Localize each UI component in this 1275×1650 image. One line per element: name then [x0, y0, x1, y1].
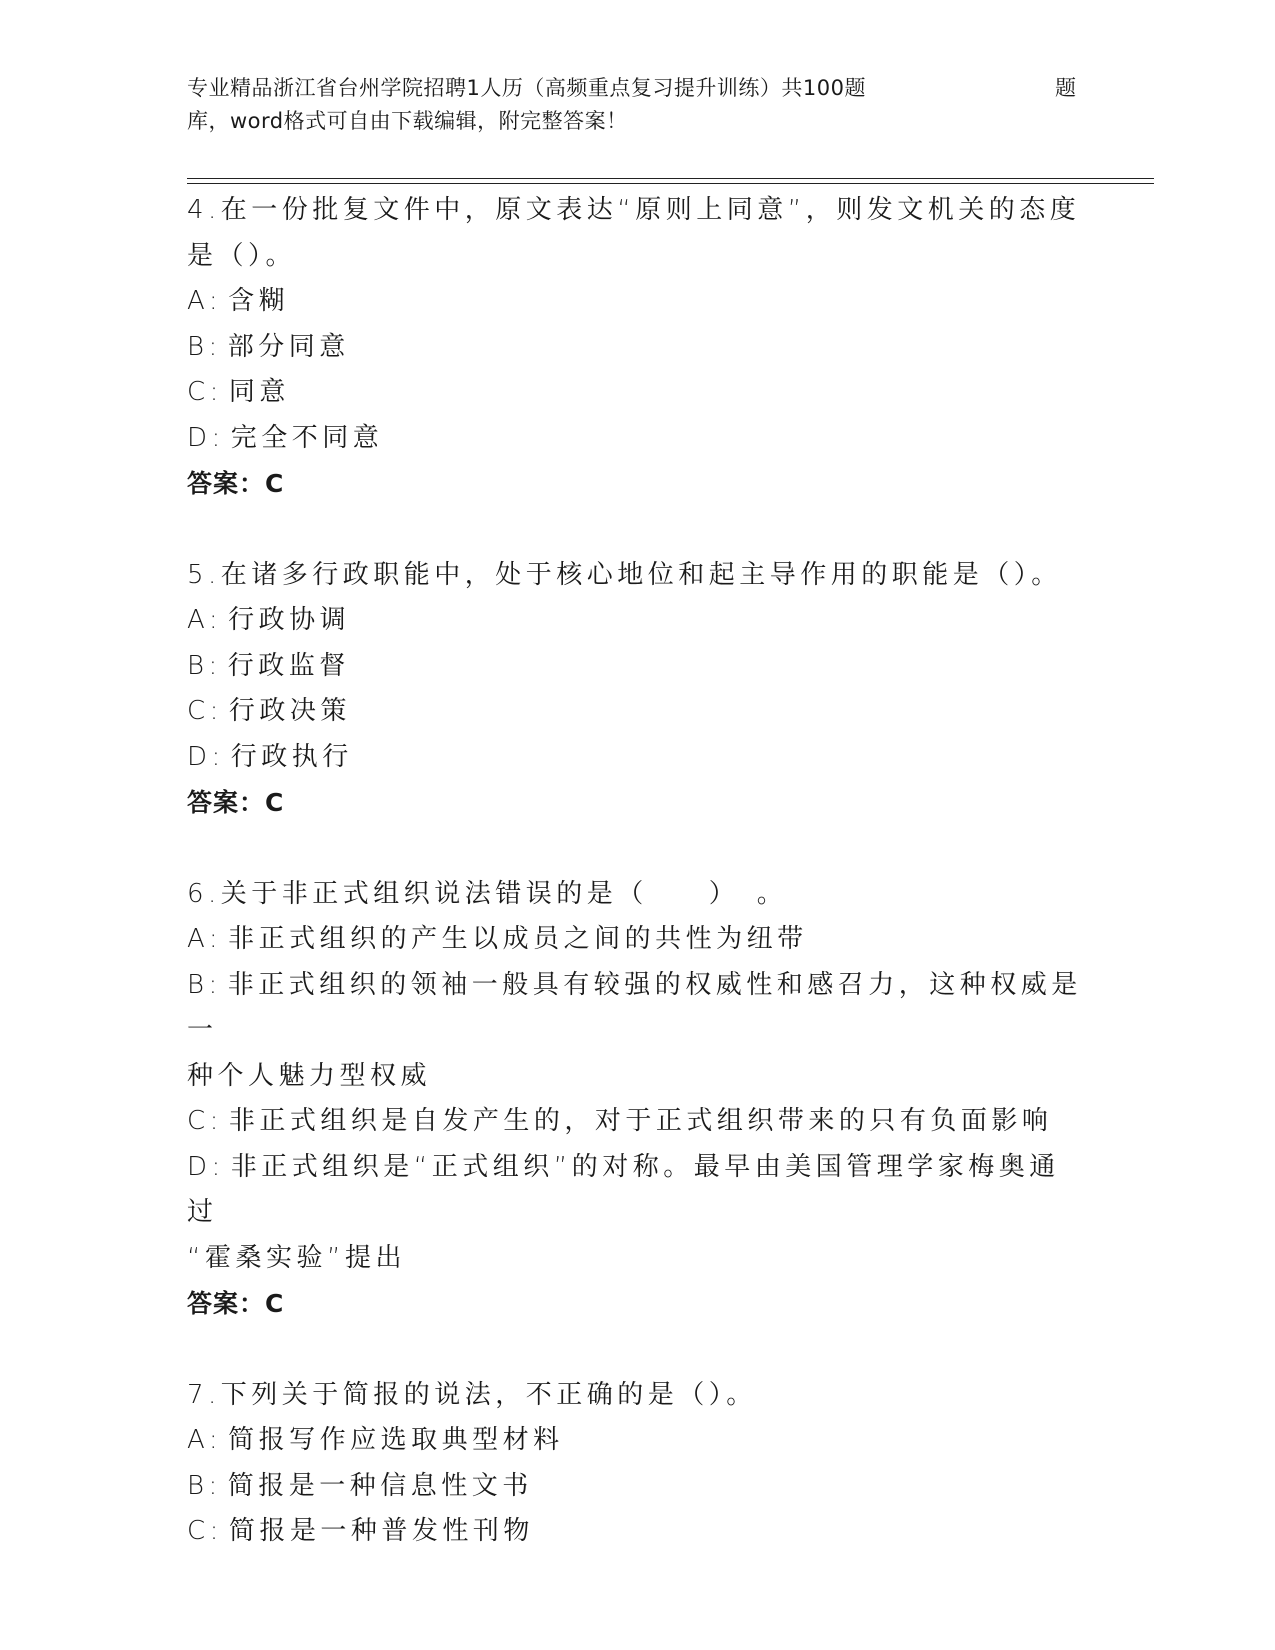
answer-key: 答案：C: [187, 788, 285, 817]
answer-option: [187, 598, 1087, 644]
option-text: 同意: [228, 377, 290, 407]
option-text: 完全不同意: [230, 422, 384, 453]
option-text: “霍桑实验”提出: [187, 1242, 406, 1273]
option-label: B:: [187, 650, 222, 681]
option-label: D:: [187, 1151, 225, 1182]
option-label: D:: [187, 422, 225, 453]
option-text: 行政决策: [228, 696, 351, 726]
question-text: 是（）。: [187, 240, 297, 271]
answer-key: 答案：C: [187, 469, 285, 498]
option-text: 非正式组织是“正式组织”的对称。最早由美国管理学家梅奥通过: [187, 1151, 1060, 1227]
option-text: 简报是一种信息性文书: [227, 1470, 533, 1501]
header-title-tail: 题: [1055, 76, 1077, 100]
header-title-text: 专业精品浙江省台州学院招聘1人历（高频重点复习提升训练）共100题: [187, 76, 866, 100]
option-label: C:: [187, 377, 223, 407]
question-list: [187, 188, 1087, 1601]
document-header: [187, 72, 1087, 138]
option-text: 非正式组织的产生以成员之间的共性为纽带: [228, 924, 808, 954]
answer-option: [187, 1099, 1087, 1145]
option-label: B:: [187, 1470, 222, 1501]
option-label: A:: [187, 605, 223, 635]
question-block: [187, 872, 1087, 1327]
answer-option: [187, 1418, 1087, 1464]
option-label: A:: [187, 1425, 223, 1455]
option-label: A:: [187, 924, 223, 954]
answer-option: [187, 370, 1087, 416]
answer-option: [187, 963, 1087, 1054]
option-text: 简报是一种普发性刊物: [228, 1516, 534, 1546]
answer-option: [187, 644, 1087, 690]
answer-option: [187, 1509, 1087, 1555]
answer-option: [187, 279, 1087, 325]
header-divider-thick: [187, 183, 1154, 184]
answer-option: [187, 735, 1087, 781]
option-label: C:: [187, 1516, 223, 1546]
option-text: 简报写作应选取典型材料: [228, 1425, 564, 1455]
header-line-2: 库，word格式可自由下载编辑，附完整答案！: [187, 109, 628, 133]
question-text: 4.在一份批复文件中，原文表达“原则上同意”，则发文机关的态度: [187, 195, 1081, 225]
option-label: C:: [187, 1106, 223, 1136]
option-text: 非正式组织是自发产生的，对于正式组织带来的只有负面影响: [228, 1106, 1053, 1136]
question-block: [187, 188, 1087, 507]
option-label: B:: [187, 969, 222, 1000]
question-text: 5.在诸多行政职能中，处于核心地位和起主导作用的职能是（）。: [187, 559, 1062, 590]
answer-option: [187, 689, 1087, 735]
question-block: [187, 553, 1087, 826]
answer-option: [187, 1236, 1087, 1282]
option-text: 含糊: [228, 286, 290, 316]
question-text: 6.关于非正式组织说法错误的是（ ） 。: [187, 878, 788, 909]
option-text: 行政协调: [228, 605, 351, 635]
option-label: D:: [187, 741, 225, 772]
question-text: 7.下列关于简报的说法，不正确的是（）。: [187, 1379, 757, 1410]
option-text: 种个人魅力型权威: [187, 1060, 432, 1091]
answer-option: [187, 1054, 1087, 1100]
header-divider-thin: [187, 178, 1154, 179]
option-text: 非正式组织的领袖一般具有较强的权威性和感召力，这种权威是一: [187, 969, 1082, 1045]
answer-option: [187, 416, 1087, 462]
option-text: 行政监督: [227, 650, 350, 681]
answer-option: [187, 325, 1087, 371]
option-text: 部分同意: [227, 331, 350, 362]
option-label: B:: [187, 331, 222, 362]
header-line-1: [187, 72, 1087, 105]
answer-option: [187, 917, 1087, 963]
answer-option: [187, 1464, 1087, 1510]
option-label: C:: [187, 696, 223, 726]
question-block: [187, 1373, 1087, 1555]
answer-key: 答案：C: [187, 1289, 285, 1318]
answer-option: [187, 1145, 1087, 1236]
option-label: A:: [187, 286, 223, 316]
option-text: 行政执行: [230, 741, 353, 772]
